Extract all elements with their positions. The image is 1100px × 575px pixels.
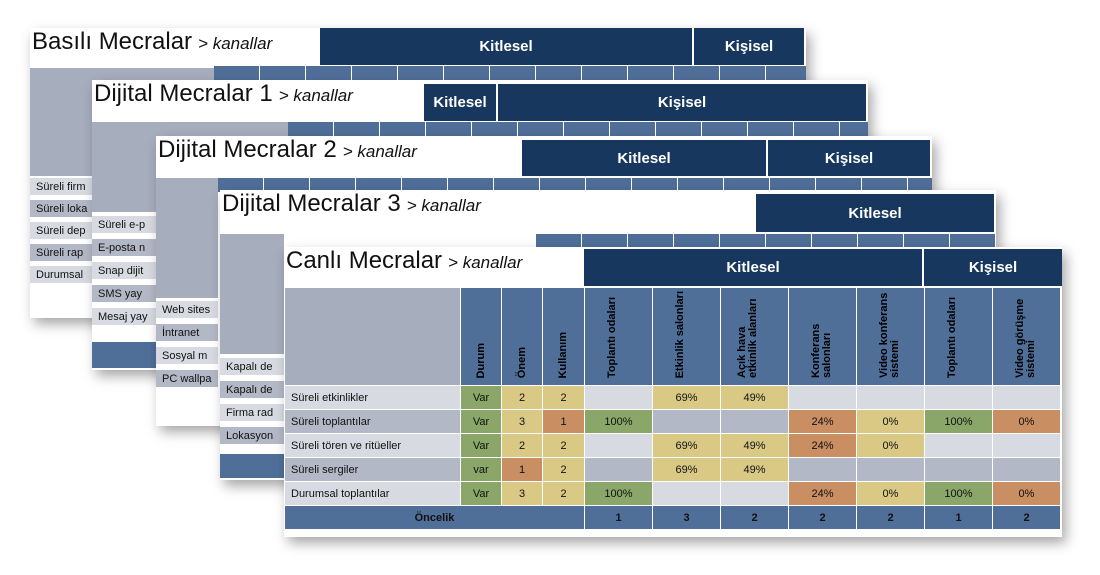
slide-title [94, 80, 353, 108]
row-label: E-posta n [92, 239, 288, 258]
cell: 0% [993, 410, 1061, 434]
column-header-text: Toplantı odaları [605, 296, 618, 378]
row-header-area [156, 178, 218, 298]
cell [993, 434, 1061, 458]
column-header-cell [812, 234, 858, 248]
cell: 100% [585, 410, 653, 434]
column-header [461, 288, 502, 386]
slide-title-main: Dijital Mecralar 2 [158, 136, 337, 163]
cell-durum: Var [461, 482, 502, 506]
cell-durum: Var [461, 386, 502, 410]
cell-kullanim: 2 [543, 386, 585, 410]
slide-title-main: Basılı Mecralar [32, 28, 193, 55]
slide-title-main: Dijital Mecralar 1 [94, 80, 273, 107]
cell: 49% [721, 434, 789, 458]
cell: 69% [653, 386, 721, 410]
column-header-cell [720, 234, 766, 248]
column-header-text: Toplantı odaları [945, 296, 958, 378]
column-header-cell [472, 122, 518, 136]
column-header-cell [398, 66, 444, 80]
column-header [653, 288, 721, 386]
column-header [789, 288, 857, 386]
row-label: Durumsal toplantılar [285, 482, 461, 506]
group-header-kitlesel: Kitlesel [756, 194, 996, 232]
priority-value: 2 [857, 506, 925, 530]
cell: 49% [721, 458, 789, 482]
group-header-kitlesel: Kitlesel [584, 249, 924, 286]
cell: 0% [993, 482, 1061, 506]
row-label: Mesaj yay [92, 308, 288, 327]
cell [925, 434, 993, 458]
cell: 0% [857, 410, 925, 434]
cell [925, 458, 993, 482]
cell [789, 458, 857, 482]
column-header-cell [490, 66, 536, 80]
slide-title-sub: > kanallar [342, 142, 417, 161]
column-header-cell [840, 122, 868, 136]
row-header-area [220, 234, 284, 354]
column-header-cell [904, 234, 950, 248]
column-header-text: Açık hava etkinlik alanları [735, 298, 759, 378]
cell-kullanim: 2 [543, 434, 585, 458]
row-label: Süreli tören ve ritüeller [285, 434, 461, 458]
row-label: Süreli e-p [92, 216, 288, 235]
column-header-text: Etkinlik salonları [673, 290, 686, 378]
cell [925, 386, 993, 410]
slide-title [286, 247, 522, 275]
priority-value: 2 [993, 506, 1061, 530]
cell: 0% [857, 482, 925, 506]
group-header-kitlesel: Kitlesel [424, 84, 498, 121]
table-row [285, 458, 1061, 482]
column-header-text: Video konferans sistemi [877, 292, 901, 378]
slide-title [32, 28, 272, 56]
column-header-cell [306, 66, 352, 80]
row-label: Süreli loka [30, 200, 214, 219]
column-header-cell [628, 66, 674, 80]
column-header-cell [426, 122, 472, 136]
column-header-cell [518, 122, 564, 136]
cell: 100% [585, 482, 653, 506]
slide-title-sub: > kanallar [198, 34, 273, 53]
column-header-text: Önem [515, 346, 528, 378]
column-header-cell [582, 234, 628, 248]
cell [653, 482, 721, 506]
column-header [993, 288, 1061, 386]
cell [993, 386, 1061, 410]
cell-kullanim: 2 [543, 482, 585, 506]
column-header-cell [352, 66, 398, 80]
column-header-cell [380, 122, 426, 136]
cell [585, 386, 653, 410]
priority-value: 3 [653, 506, 721, 530]
column-header [502, 288, 543, 386]
column-header-cell [674, 234, 720, 248]
column-header-strip [214, 66, 806, 80]
cell-durum: var [461, 458, 502, 482]
row-label: Süreli toplantılar [285, 410, 461, 434]
table-row [285, 410, 1061, 434]
cell: 100% [925, 410, 993, 434]
cell: 100% [925, 482, 993, 506]
group-header-kisisel: Kişisel [694, 28, 806, 65]
cell-kullanim: 1 [543, 410, 585, 434]
column-header-cell [628, 234, 674, 248]
column-header [543, 288, 585, 386]
group-header-kitlesel: Kitlesel [522, 140, 768, 176]
cell [585, 458, 653, 482]
table-row [285, 386, 1061, 410]
column-header-strip [288, 122, 868, 136]
cell-onem: 3 [502, 410, 543, 434]
group-header-kisisel: Kişisel [498, 84, 868, 121]
slide-title-sub: > kanallar [406, 196, 481, 215]
cell [857, 386, 925, 410]
cell: 24% [789, 434, 857, 458]
slide-title-sub: > kanallar [278, 86, 353, 105]
priority-label: Öncelik [285, 506, 585, 530]
column-header-text: Durum [474, 342, 487, 378]
column-header-cell [766, 66, 806, 80]
column-header-cell [858, 234, 904, 248]
row-label: Lokasyon [220, 427, 284, 446]
row-label: Kapalı de [220, 381, 284, 400]
cell [993, 458, 1061, 482]
group-header-kisisel: Kişisel [768, 140, 932, 176]
row-label: İntranet [156, 324, 218, 343]
cell [721, 482, 789, 506]
column-header-strip [536, 234, 996, 248]
group-header-kisisel: Kişisel [924, 249, 1062, 286]
row-label: Durumsal [30, 266, 214, 285]
column-header-row [285, 288, 1061, 386]
column-header-cell [214, 66, 260, 80]
group-header-kitlesel: Kitlesel [320, 28, 694, 65]
column-header-text: Kullanım [557, 331, 569, 378]
column-header [585, 288, 653, 386]
column-header [721, 288, 789, 386]
cell-kullanim: 2 [543, 458, 585, 482]
column-header-cell [794, 122, 840, 136]
row-label: Kapalı de [220, 358, 284, 377]
column-header-cell [702, 122, 748, 136]
cell [721, 410, 789, 434]
cell-durum: Var [461, 434, 502, 458]
row-label: PC wallpa [156, 370, 218, 389]
column-header-cell [288, 122, 334, 136]
column-header-cell [748, 122, 794, 136]
column-header-cell [564, 122, 610, 136]
channel-table [284, 287, 1061, 530]
row-label: Firma rad [220, 404, 284, 423]
row-label: Snap dijit [92, 262, 288, 281]
row-label: Süreli firm [30, 178, 214, 197]
cell-onem: 1 [502, 458, 543, 482]
column-header-text: Video görüşme sistemi [1013, 298, 1037, 378]
column-header-cell [950, 234, 996, 248]
cell: 24% [789, 410, 857, 434]
column-header-cell [536, 66, 582, 80]
header-corner [285, 288, 461, 386]
column-header-cell [720, 66, 766, 80]
priority-value: 2 [789, 506, 857, 530]
cell-durum: Var [461, 410, 502, 434]
column-header-cell [766, 234, 812, 248]
cell: 24% [789, 482, 857, 506]
priority-value: 1 [585, 506, 653, 530]
table-row [285, 482, 1061, 506]
cell-onem: 2 [502, 434, 543, 458]
slide-title [222, 190, 481, 218]
row-label: Süreli sergiler [285, 458, 461, 482]
row-label: Süreli rap [30, 244, 214, 263]
cell: 69% [653, 434, 721, 458]
cell-onem: 3 [502, 482, 543, 506]
cell: 49% [721, 386, 789, 410]
cell-onem: 2 [502, 386, 543, 410]
column-header [857, 288, 925, 386]
slide-title [158, 136, 417, 164]
column-header-cell [334, 122, 380, 136]
column-header [925, 288, 993, 386]
row-label: SMS yay [92, 285, 288, 304]
column-header-text: Konferans salonları [809, 323, 833, 378]
cell [653, 410, 721, 434]
cell: 69% [653, 458, 721, 482]
cell [789, 386, 857, 410]
priority-row [285, 506, 1061, 530]
row-label: Süreli etkinlikler [285, 386, 461, 410]
table-row [285, 434, 1061, 458]
column-header-cell [674, 66, 720, 80]
row-label: Sosyal m [156, 347, 218, 366]
column-header-cell [536, 234, 582, 248]
slide-title-main: Canlı Mecralar [286, 247, 443, 274]
slide-title-main: Dijital Mecralar 3 [222, 190, 401, 217]
cell [857, 458, 925, 482]
slide-canli-mecralar [284, 247, 1062, 537]
column-header-cell [582, 66, 628, 80]
column-header-cell [444, 66, 490, 80]
row-label: Süreli dep [30, 222, 214, 241]
priority-value: 2 [721, 506, 789, 530]
column-header-cell [610, 122, 656, 136]
row-label: Web sites [156, 301, 218, 320]
priority-value: 1 [925, 506, 993, 530]
column-header-cell [656, 122, 702, 136]
column-header-cell [260, 66, 306, 80]
cell [585, 434, 653, 458]
cell: 0% [857, 434, 925, 458]
slide-title-sub: > kanallar [448, 253, 523, 272]
